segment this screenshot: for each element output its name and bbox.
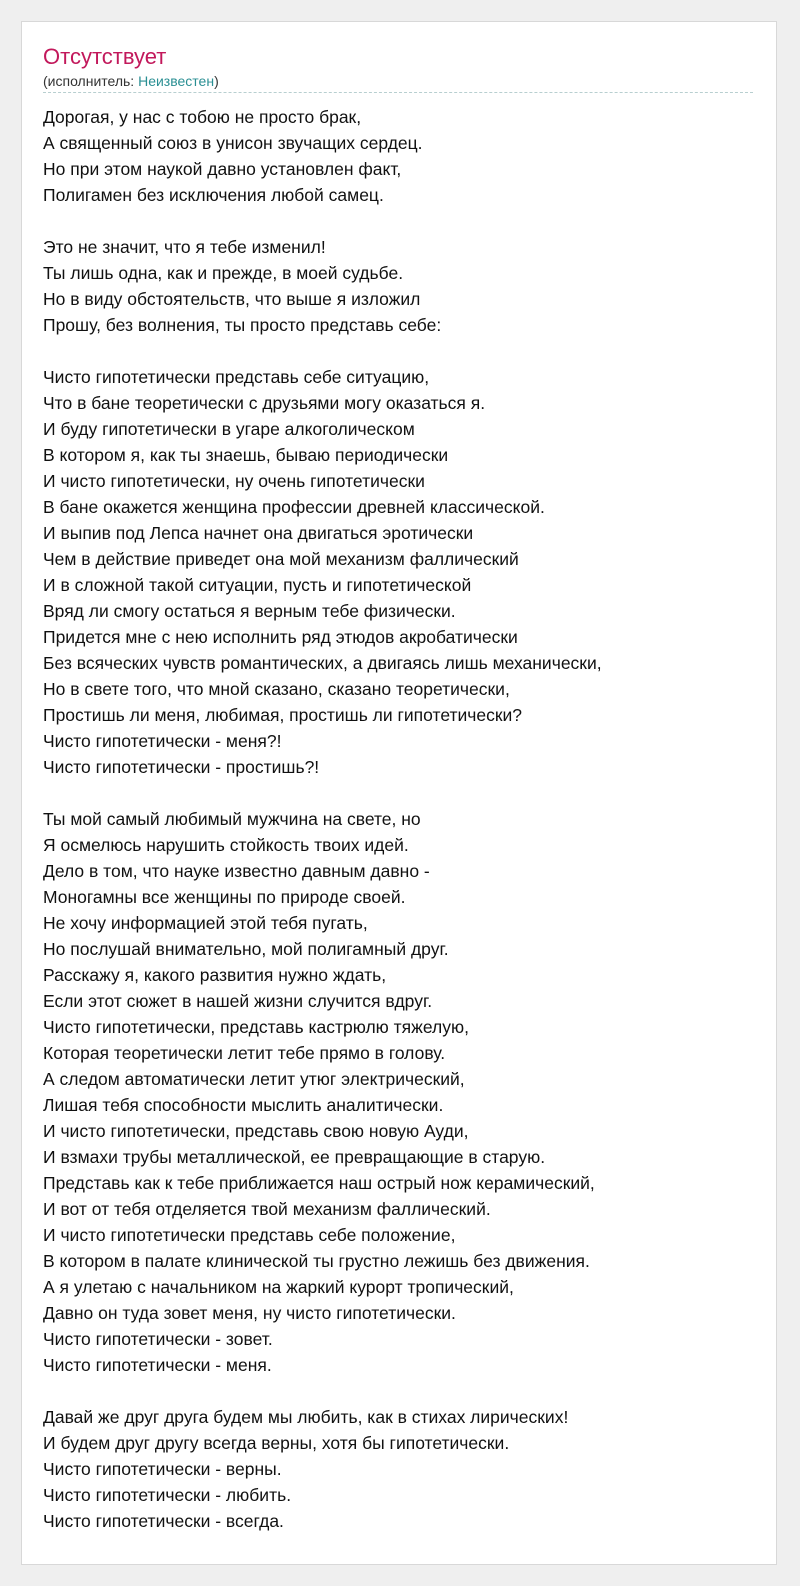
lyrics-line: Но в свете того, что мной сказано, сказано теоретически, (43, 679, 510, 699)
lyrics-line: Ты мой самый любимый мужчина на свете, но (43, 809, 421, 829)
lyrics-line: Чем в действие приведет она мой механизм фаллический (43, 549, 519, 569)
lyrics-line: И чисто гипотетически, ну очень гипотетически (43, 471, 425, 491)
lyrics-stanza (43, 234, 758, 338)
lyrics-line: Но в виду обстоятельств, что выше я изложил (43, 289, 421, 309)
lyrics-line: Чисто гипотетически - меня. (43, 1355, 272, 1375)
lyrics-line: И вот от тебя отделяется твой механизм фаллический. (43, 1199, 491, 1219)
lyrics-line: Лишая тебя способности мыслить аналитически. (43, 1095, 444, 1115)
lyrics-line: И чисто гипотетически, представь свою новую Ауди, (43, 1121, 469, 1141)
lyrics-line: Представь как к тебе приближается наш острый нож керамический, (43, 1173, 595, 1193)
lyrics-stanza (43, 104, 758, 208)
lyrics-stanza (43, 1404, 758, 1534)
lyrics-line: А следом автоматически летит утюг электрический, (43, 1069, 465, 1089)
lyrics-line: Чисто гипотетически, представь кастрюлю тяжелую, (43, 1017, 469, 1037)
lyrics-line: Чисто гипотетически представь себе ситуацию, (43, 367, 430, 387)
lyrics-line: Дело в том, что науке известно давным давно - (43, 861, 430, 881)
lyrics-card (21, 21, 777, 1565)
lyrics-line: Чисто гипотетически - зовет. (43, 1329, 273, 1349)
lyrics-line: Чисто гипотетически - простишь?! (43, 757, 320, 777)
lyrics-line: Чисто гипотетически - всегда. (43, 1511, 284, 1531)
lyrics-line: Чисто гипотетически - верны. (43, 1459, 282, 1479)
lyrics-line: Но при этом наукой давно установлен факт, (43, 159, 402, 179)
artist-line (43, 72, 219, 90)
lyrics-line: Давно он туда зовет меня, ну чисто гипотетически. (43, 1303, 456, 1323)
lyrics-line: Полигамен без исключения любой самец. (43, 185, 384, 205)
lyrics-line: Чисто гипотетически - любить. (43, 1485, 292, 1505)
lyrics-line: Чисто гипотетически - меня?! (43, 731, 282, 751)
lyrics-line: Без всяческих чувств романтических, а двигаясь лишь механически, (43, 653, 602, 673)
lyrics-line: Что в бане теоретически с друзьями могу оказаться я. (43, 393, 486, 413)
lyrics-stanza (43, 806, 758, 1378)
lyrics-line: Давай же друг друга будем мы любить, как в стихах лирических! (43, 1407, 569, 1427)
lyrics-line: Простишь ли меня, любимая, простишь ли гипотетически? (43, 705, 523, 725)
lyrics-line: Прошу, без волнения, ты просто представь себе: (43, 315, 442, 335)
lyrics-stanza (43, 364, 758, 780)
lyrics-line: Не хочу информацией этой тебя пугать, (43, 913, 368, 933)
artist-suffix: ) (214, 73, 219, 89)
lyrics-line: И выпив под Лепса начнет она двигаться эротически (43, 523, 474, 543)
lyrics-line: Это не значит, что я тебе изменил! (43, 237, 326, 257)
lyrics-text (43, 104, 758, 1560)
header-divider (43, 92, 753, 93)
lyrics-line: Дорогая, у нас с тобою не просто брак, (43, 107, 362, 127)
lyrics-line: И взмахи трубы металлической, ее превращающие в старую. (43, 1147, 546, 1167)
lyrics-line: Но послушай внимательно, мой полигамный друг. (43, 939, 449, 959)
lyrics-line: И чисто гипотетически представь себе положение, (43, 1225, 456, 1245)
lyrics-line: В котором я, как ты знаешь, бываю периодически (43, 445, 449, 465)
lyrics-line: В котором в палате клинической ты грустно лежишь без движения. (43, 1251, 590, 1271)
artist-link[interactable]: Неизвестен (138, 73, 215, 89)
lyrics-line: Если этот сюжет в нашей жизни случится вдруг. (43, 991, 433, 1011)
artist-prefix: (исполнитель: (43, 73, 139, 89)
lyrics-line: Вряд ли смогу остаться я верным тебе физически. (43, 601, 456, 621)
lyrics-line: И буду гипотетически в угаре алкоголическом (43, 419, 415, 439)
lyrics-line: И будем друг другу всегда верны, хотя бы гипотетически. (43, 1433, 510, 1453)
lyrics-line: Моногамны все женщины по природе своей. (43, 887, 406, 907)
lyrics-line: Придется мне с нею исполнить ряд этюдов акробатически (43, 627, 518, 647)
lyrics-line: А я улетаю с начальником на жаркий курорт тропический, (43, 1277, 514, 1297)
lyrics-line: А священный союз в унисон звучащих сердец. (43, 133, 423, 153)
song-title: Отсутствует (43, 44, 167, 69)
lyrics-line: Я осмелюсь нарушить стойкость твоих идей. (43, 835, 409, 855)
lyrics-line: Расскажу я, какого развития нужно ждать, (43, 965, 387, 985)
lyrics-line: И в сложной такой ситуации, пусть и гипотетической (43, 575, 472, 595)
lyrics-line: Ты лишь одна, как и прежде, в моей судьбе. (43, 263, 404, 283)
lyrics-line: Которая теоретически летит тебе прямо в голову. (43, 1043, 446, 1063)
lyrics-line: В бане окажется женщина профессии древней классической. (43, 497, 545, 517)
